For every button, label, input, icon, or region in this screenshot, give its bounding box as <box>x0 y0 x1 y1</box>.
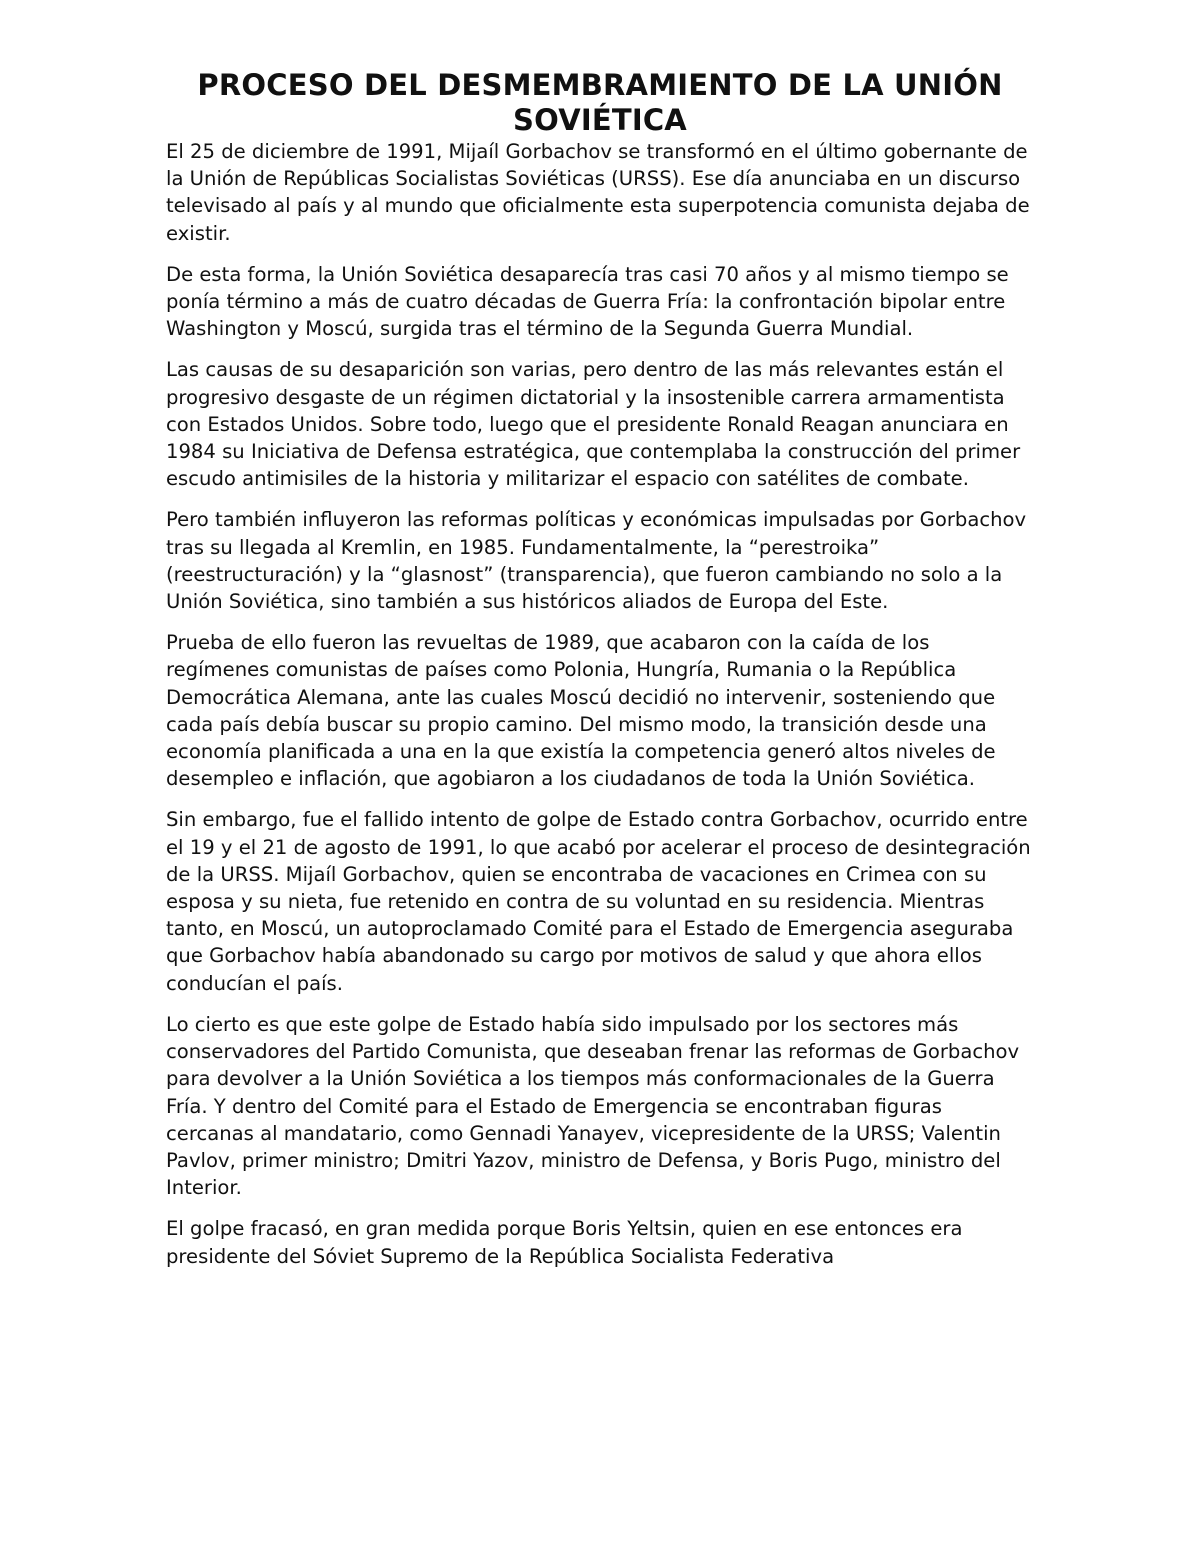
document-title: PROCESO DEL DESMEMBRAMIENTO DE LA UNIÓN SOVIÉTICA <box>197 68 1003 137</box>
paragraph-2: De esta forma, la Unión Soviética desaparecía tras casi 70 años y al mismo tiempo se ponía término a más de cuatro décadas de Guerra Fría: la confrontación bipolar entre Washington y Moscú, surgida tras el término de la Segunda Guerra Mundial. <box>166 262 1009 341</box>
paragraph-1: El 25 de diciembre de 1991, Mijaíl Gorbachov se transformó en el último gobernante de la Unión de Repúblicas Socialistas Soviéticas (URSS). Ese día anunciaba en un discurso televisado al país y al mundo que oficialmente esta superpotencia comunista dejaba de existir. <box>166 140 1030 245</box>
paragraph-4: Pero también influyeron las reformas políticas y económicas impulsadas por Gorbachov tras su llegada al Kremlin, en 1985. Fundamentalmente, la “perestroika” (reestructuración) y la “glasnost” (transparencia), que fueron cambiando no solo a la Unión Soviética, sino también a sus históricos aliados de Europa del Este. <box>166 508 1027 614</box>
paragraph-7: Lo cierto es que este golpe de Estado había sido impulsado por los sectores más conservadores del Partido Comunista, que deseaban frenar las reformas de Gorbachov para devolver a la Unión Soviética a los tiempos más conformacionales de la Guerra Fría. Y dentro del Comité para el Estado de Emergencia se encontraban figuras cercanas al mandatario, como Gennadi Yanayev, vicepresidente de la URSS; Valentin Pavlov, primer ministro; Dmitri Yazov, ministro de Defensa, y Boris Pugo, ministro del Interior. <box>166 1012 1020 1200</box>
paragraph-3: Las causas de su desaparición son varias, pero dentro de las más relevantes están el progresivo desgaste de un régimen dictatorial y la insostenible carrera armamentista con Estados Unidos. Sobre todo, luego que el presidente Ronald Reagan anunciara en 1984 su Iniciativa de Defensa estratégica, que contemplaba la construcción del primer escudo antimisiles de la historia y militarizar el espacio con satélites de combate. <box>166 358 1021 491</box>
paragraph-5: Prueba de ello fueron las revueltas de 1989, que acabaron con la caída de los regímenes comunistas de países como Polonia, Hungría, Rumania o la República Democrática Alemana, ante las cuales Moscú decidió no intervenir, sosteniendo que cada país debía buscar su propio camino. Del mismo modo, la transición desde una economía planificada a una en la que existía la competencia generó altos niveles de desempleo e inflación, que agobiaron a los ciudadanos de toda la Unión Soviética. <box>166 631 996 791</box>
paragraph-6: Sin embargo, fue el fallido intento de golpe de Estado contra Gorbachov, ocurrido entre el 19 y el 21 de agosto de 1991, lo que acabó por acelerar el proceso de desintegración de la URSS. Mijaíl Gorbachov, quien se encontraba de vacaciones en Crimea con su esposa y su nieta, fue retenido en contra de su voluntad en su residencia. Mientras tanto, en Moscú, un autoproclamado Comité para el Estado de Emergencia aseguraba que Gorbachov había abandonado su cargo por motivos de salud y que ahora ellos conducían el país. <box>166 808 1031 995</box>
paragraph-8: El golpe fracasó, en gran medida porque Boris Yeltsin, quien en ese entonces era presidente del Sóviet Supremo de la República Socialista Federativa <box>166 1217 963 1268</box>
document-page <box>166 68 1034 1284</box>
